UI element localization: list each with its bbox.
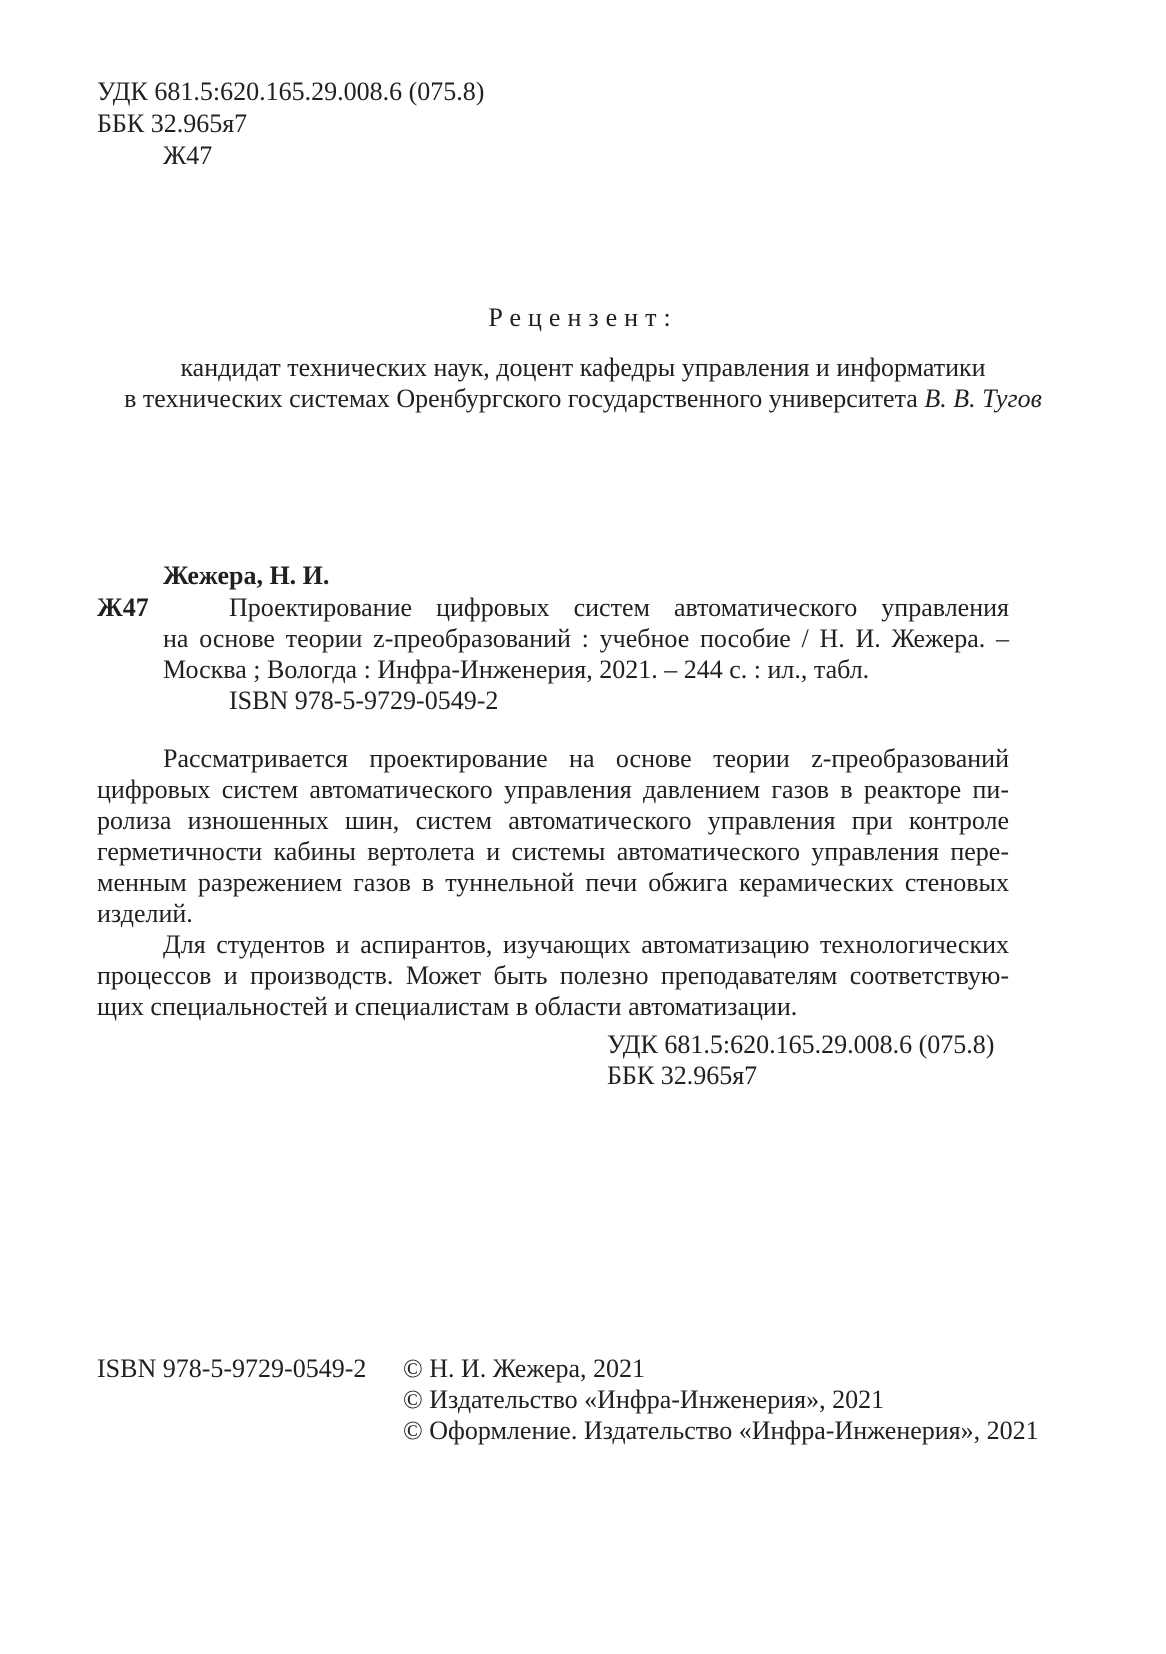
bib-title-line-2: на основе теории z-преобразований : учебное пособие / Н. И. Жежера. – xyxy=(163,624,1009,653)
bib-title-line-1: Проектирование цифровых систем автоматического управления xyxy=(229,593,1009,622)
abstract-line: ролиза изношенных шин, систем автоматического управления при контроле xyxy=(97,806,1009,835)
reviewer-line-1: кандидат технических наук, доцент кафедры управления и информатики xyxy=(180,353,986,382)
reviewer-name: В. В. Тугов xyxy=(924,384,1042,413)
reviewer-label: Рецензент: xyxy=(488,303,678,332)
abstract-line: цифровых систем автоматического управления давлением газов в реакторе пи- xyxy=(97,775,1009,804)
bib-author: Жежера, Н. И. xyxy=(163,561,330,590)
copyright-design: © Оформление. Издательство «Инфра-Инженерия», 2021 xyxy=(403,1416,1039,1445)
audience-line: процессов и производств. Может быть полезно преподавателям соответствую- xyxy=(97,961,1009,990)
bbk-code-bottom: ББК 32.965я7 xyxy=(607,1061,758,1090)
bbk-code: ББК 32.965я7 xyxy=(97,109,248,138)
udk-code: УДК 681.5:620.165.29.008.6 (075.8) xyxy=(97,77,485,106)
udk-code-bottom: УДК 681.5:620.165.29.008.6 (075.8) xyxy=(607,1030,995,1059)
abstract-line: герметичности кабины вертолета и системы автоматического управления пере- xyxy=(97,837,1009,866)
abstract-line: Рассматривается проектирование на основе теории z-преобразований xyxy=(163,744,1009,773)
audience-line: Для студентов и аспирантов, изучающих автоматизацию технологических xyxy=(163,930,1009,959)
copyright-publisher: © Издательство «Инфра-Инженерия», 2021 xyxy=(403,1385,885,1414)
author-mark: Ж47 xyxy=(163,141,213,170)
copyright-author: © Н. И. Жежера, 2021 xyxy=(403,1354,646,1383)
reviewer-line-2: в технических системах Оренбургского государственного университета В. В. Тугов xyxy=(124,384,1042,413)
abstract-line: менным разрежением газов в туннельной печи обжига керамических стеновых xyxy=(97,868,1009,897)
footer-isbn: ISBN 978-5-9729-0549-2 xyxy=(97,1354,367,1383)
bib-imprint: Москва ; Вологда : Инфра-Инженерия, 2021. – 244 с. : ил., табл. xyxy=(163,655,870,684)
audience-line: щих специальностей и специалистам в области автоматизации. xyxy=(97,992,798,1021)
bib-isbn: ISBN 978-5-9729-0549-2 xyxy=(229,686,499,715)
bib-author-mark: Ж47 xyxy=(97,593,149,622)
abstract-line: изделий. xyxy=(97,899,193,928)
